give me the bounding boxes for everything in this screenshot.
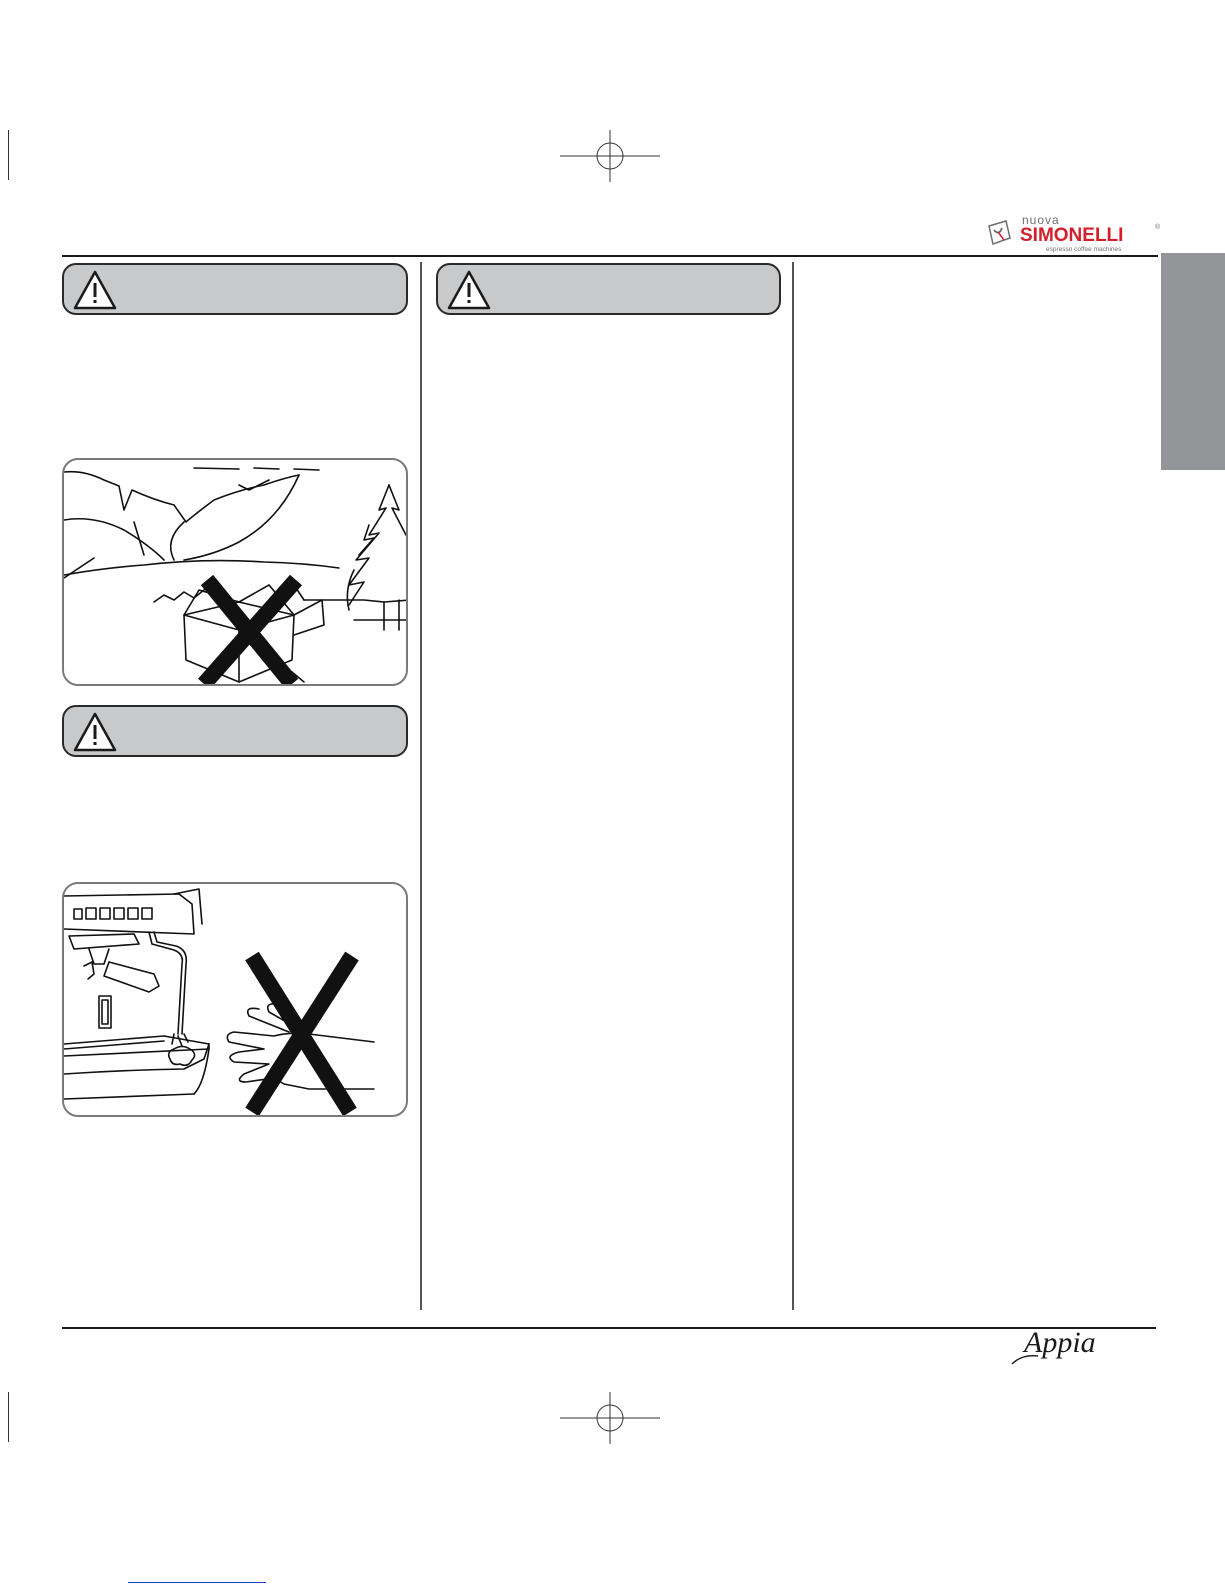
brand-registered: ® — [1155, 224, 1161, 231]
warning-triangle-icon — [72, 269, 118, 311]
brand-name: SIMONELLI — [1020, 225, 1124, 246]
warning-triangle-icon — [72, 711, 118, 753]
brand-tagline: espresso coffee machines — [1046, 246, 1122, 253]
warning-box-1 — [62, 263, 408, 315]
crop-mark-left-top — [8, 130, 9, 180]
cross-mark-icon — [252, 956, 352, 1112]
section-tab — [1161, 253, 1225, 470]
crop-mark-left-bottom — [8, 1392, 9, 1442]
warning-box-2 — [436, 263, 781, 315]
column-divider-2 — [792, 262, 794, 1310]
warning-box-3 — [62, 705, 408, 757]
product-logo: Appia — [1024, 1326, 1096, 1359]
figure-no-hand-near-steam — [62, 882, 408, 1117]
figure-no-outdoor-storage — [62, 458, 408, 686]
outdoor-landscape-illustration — [64, 460, 408, 686]
footer-rule — [62, 1327, 1156, 1329]
registration-mark-bottom-icon — [560, 1392, 660, 1444]
brand-prefix: nuova — [1022, 213, 1060, 227]
column-divider-1 — [420, 262, 422, 1310]
header-rule — [62, 255, 1158, 257]
bottom-link-underline — [128, 1582, 266, 1583]
warning-triangle-icon — [446, 269, 492, 311]
brand-mark-icon — [986, 218, 1018, 248]
product-logo-swash-icon — [1010, 1352, 1040, 1366]
steam-wand-hazard-illustration — [64, 884, 408, 1117]
registration-mark-top-icon — [560, 130, 660, 182]
